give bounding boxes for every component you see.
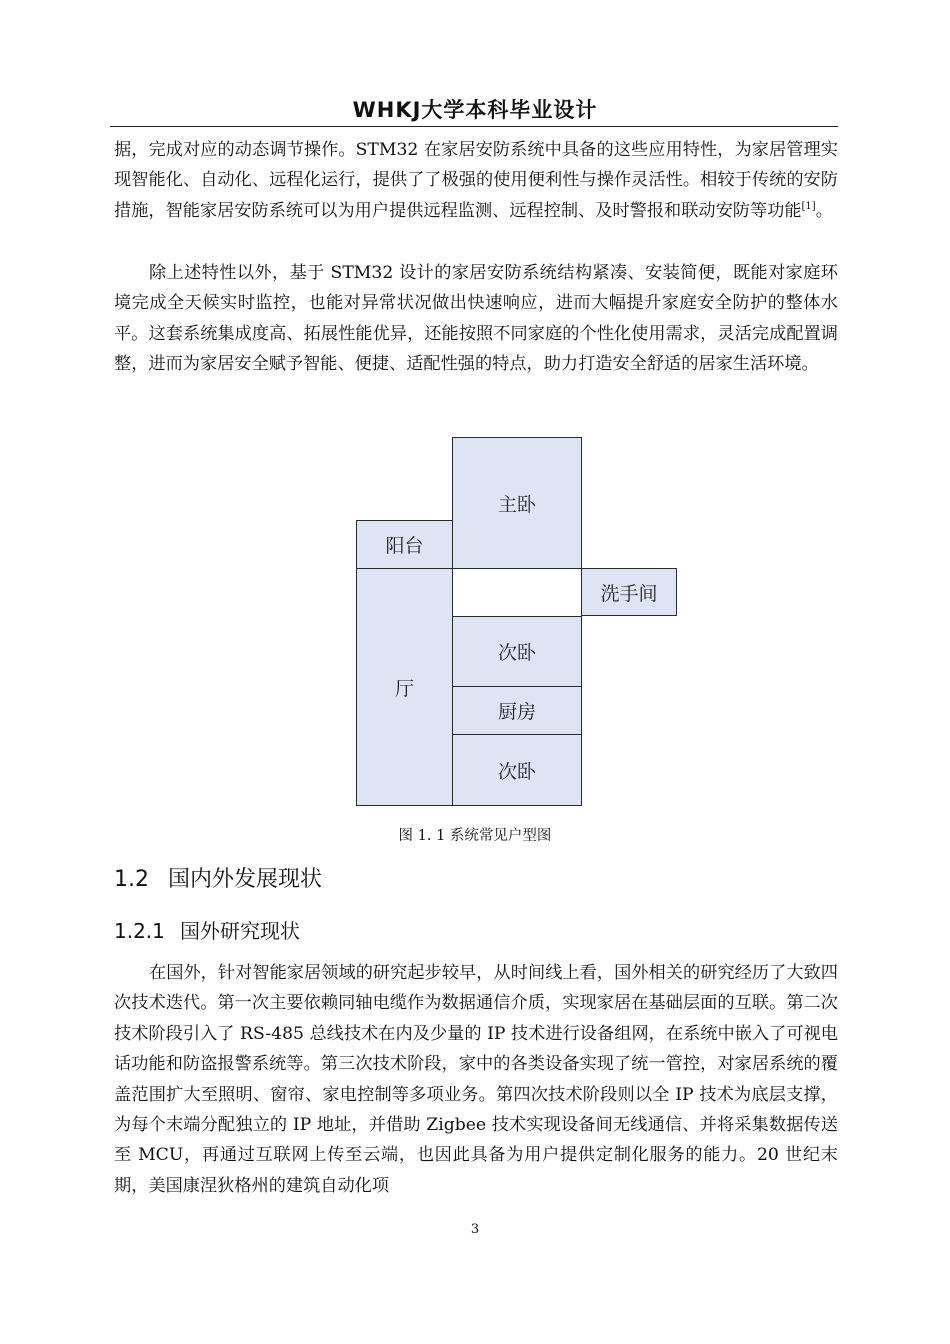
paragraph-1-text: 据，完成对应的动态调节操作。STM32 在家居安防系统中具备的这些应用特性，为家居管理实现智能化、自动化、远程化运行，提供了了极强的使用便利性与操作灵活性。相较于传统的安防措施，智能家居安防系统可以为用户提供远程监测、远程控制、及时警报和联动安防等功能 (114, 140, 838, 221)
paragraph-2: 除上述特性以外，基于 STM32 设计的家居安防系统结构紧凑、安装简便，既能对家庭环境完成全天候实时监控，也能对异常状况做出快速响应，进而大幅提升家庭安全防护的整体水平。这套系统集成度高、拓展性能优异，还能按照不同家庭的个性化使用需求，灵活完成配置调整，进而为家居安全赋予智能、便捷、适配性强的特点，助力打造安全舒适的居家生活环境。 (114, 263, 838, 375)
room-balcony: 阳台 (356, 520, 453, 569)
room-master-bedroom: 主卧 (452, 437, 582, 569)
room-bathroom: 洗手间 (581, 568, 677, 616)
section-number: 1.2 (114, 867, 149, 892)
page-header-title: WHKJ大学本科毕业设计 (352, 98, 598, 122)
section-title: 国内外发展现状 (168, 867, 323, 892)
room-kitchen: 厨房 (452, 686, 582, 735)
header-rule (110, 126, 838, 127)
room-living: 厅 (356, 568, 453, 806)
paragraph-1-end: 。 (815, 200, 833, 221)
room-second-bedroom-1: 次卧 (452, 616, 582, 687)
paragraph-1 (114, 135, 838, 226)
page-number: 3 (470, 1222, 480, 1237)
subsection-title: 国外研究现状 (180, 919, 300, 943)
section-heading (114, 862, 322, 893)
subsection-heading (114, 915, 300, 944)
paragraph-3: 在国外，针对智能家居领域的研究起步较早，从时间线上看，国外相关的研究经历了大致四次技术迭代。第一次主要依赖同轴电缆作为数据通信介质，实现家居在基础层面的互联。第二次技术阶段引入了 RS-485 总线技术在内及少量的 IP 技术进行设备组网，在系统中嵌入了可视电话功能和防盗报警系统等。第三次技术阶段，家中的各类设备实现了统一管控，对家居系统的覆盖范围扩大至照明、窗帘、家电控制等多项业务。第四次技术阶段则以全 IP 技术为底层支撑，为每个末端分配独立的 IP 地址，并借助 Zigbee 技术实现设备间无线通信、并将采集数据传送至 MCU，再通过互联网上传至云端，也因此具备为用户提供定制化服务的能力。20 世纪末期，美国康涅狄格州的建筑自动化项 (114, 963, 838, 1196)
room-second-bedroom-2: 次卧 (452, 734, 582, 806)
citation-ref: [1] (801, 200, 816, 212)
corridor (452, 568, 582, 617)
figure-caption: 图 1. 1 系统常见户型图 (398, 828, 552, 844)
subsection-number: 1.2.1 (114, 919, 165, 943)
